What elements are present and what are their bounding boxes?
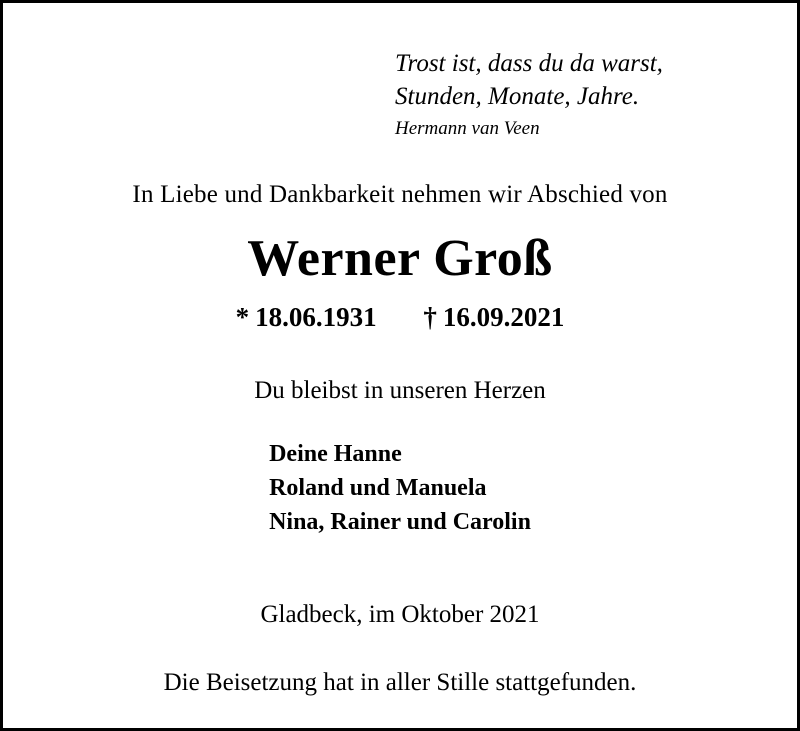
family-name-1: Deine Hanne: [269, 440, 402, 467]
place-and-date: Gladbeck, im Oktober 2021: [260, 600, 540, 628]
quote-author: Hermann van Veen: [395, 118, 540, 139]
memorial-line: Du bleibst in unseren Herzen: [254, 376, 546, 404]
family-name-2: Roland und Manuela: [269, 474, 487, 501]
family-names-inner: [269, 437, 531, 539]
birth-date-value: 18.06.1931: [255, 301, 377, 332]
family-names: [55, 437, 745, 539]
birth-date: [236, 302, 377, 333]
quote-line-1: Trost ist, dass du da warst,: [395, 50, 663, 77]
birth-symbol-icon: *: [235, 301, 250, 332]
quote-block: [55, 47, 745, 143]
death-date: [423, 302, 564, 333]
cross-icon: †: [423, 301, 437, 332]
intro-text: In Liebe und Dankbarkeit nehmen wir Abschied von: [132, 180, 668, 208]
quote-line-2: Stunden, Monate, Jahre.: [395, 83, 640, 110]
death-date-value: 16.09.2021: [442, 301, 565, 332]
life-dates: [55, 302, 745, 333]
closing-note: Die Beisetzung hat in aller Stille stattgefunden.: [163, 668, 637, 696]
family-name-3: Nina, Rainer und Carolin: [269, 508, 531, 535]
deceased-name: Werner Groß: [247, 229, 553, 287]
